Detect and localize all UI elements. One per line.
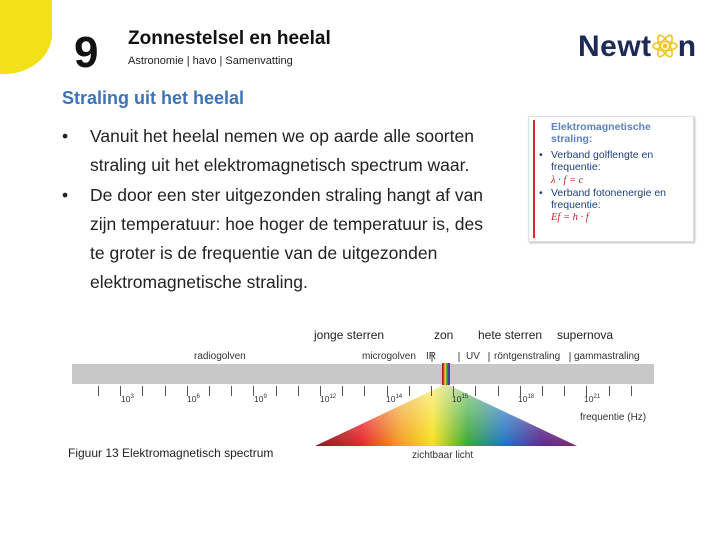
slide-heading: Straling uit het heelal: [62, 88, 245, 108]
info-item-text: Verband golflengte en frequentie:: [551, 149, 654, 174]
label-young-stars: jonge sterren: [314, 328, 385, 342]
scale-label: $10^{21}$: [584, 394, 601, 404]
formula-photon-energy: Ef = h · f: [551, 212, 589, 224]
axis-tick: [431, 386, 432, 396]
axis-tick: [498, 386, 499, 396]
bullet-item: • Vanuit het heelal nemen we op aarde alle soorten straling uit het elektromagnetisch spectrum waar.: [62, 122, 502, 181]
scale-label: $10^9$: [254, 394, 267, 404]
band-micro: microgolven: [362, 351, 416, 362]
axis-tick: [342, 386, 343, 396]
scale-label: $10^6$: [187, 394, 200, 404]
axis-label-frequency: frequentie (Hz): [580, 412, 647, 423]
axis-tick: [98, 386, 99, 396]
axis-tick: [231, 386, 232, 396]
axis-tick: [409, 386, 410, 396]
page-subtitle: Astronomie | havo | Samenvatting: [128, 55, 293, 67]
label-sun: zon: [434, 328, 454, 342]
page-title: Zonnestelsel en heelal: [128, 28, 331, 49]
visible-band: [442, 363, 450, 385]
axis-tick: [209, 386, 210, 396]
band-uv: UV: [466, 351, 480, 362]
label-hot-stars: hete sterren: [478, 328, 543, 342]
band-radio: radiogolven: [194, 351, 246, 362]
scale-label: $10^{14}$: [386, 394, 403, 404]
label-supernova: supernova: [557, 328, 614, 342]
axis-tick: [364, 386, 365, 396]
logo-text-left: Newt: [578, 30, 652, 63]
axis-tick: [609, 386, 610, 396]
axis-tick: [631, 386, 632, 396]
scale-label: $10^{12}$: [320, 394, 337, 404]
axis-tick: [564, 386, 565, 396]
axis-tick: [542, 386, 543, 396]
label-visible-light: zichtbaar licht: [412, 450, 474, 461]
bullet-item: • De door een ster uitgezonden straling hangt af van zijn temperatuur: hoe hoger de temperatuur is, des te groter is de frequentie van de uitgezonden elektromagnetische straling.: [62, 181, 502, 298]
axis-tick: [165, 386, 166, 396]
axis-tick: [298, 386, 299, 396]
chapter-number: 9: [74, 28, 99, 77]
axis-tick: [142, 386, 143, 396]
scale-label: $10^3$: [121, 394, 134, 404]
scale-label: $10^{18}$: [518, 394, 535, 404]
axis-tick: [475, 386, 476, 396]
logo-text-right: n: [677, 30, 697, 63]
figure-caption: Figuur 13 Elektromagnetisch spectrum: [68, 446, 274, 460]
band-xray: röntgenstraling: [494, 351, 561, 362]
scale-label: $10^{15}$: [452, 394, 469, 404]
band-gamma: gammastraling: [574, 351, 640, 362]
band-ir: IR: [426, 351, 436, 362]
info-item-text: Verband fotonenergie en frequentie:: [551, 186, 667, 212]
formula-wavelength: λ · f = c: [551, 174, 584, 186]
info-box-title: Elektromagnetische straling:: [551, 121, 651, 146]
axis-tick: [276, 386, 277, 396]
